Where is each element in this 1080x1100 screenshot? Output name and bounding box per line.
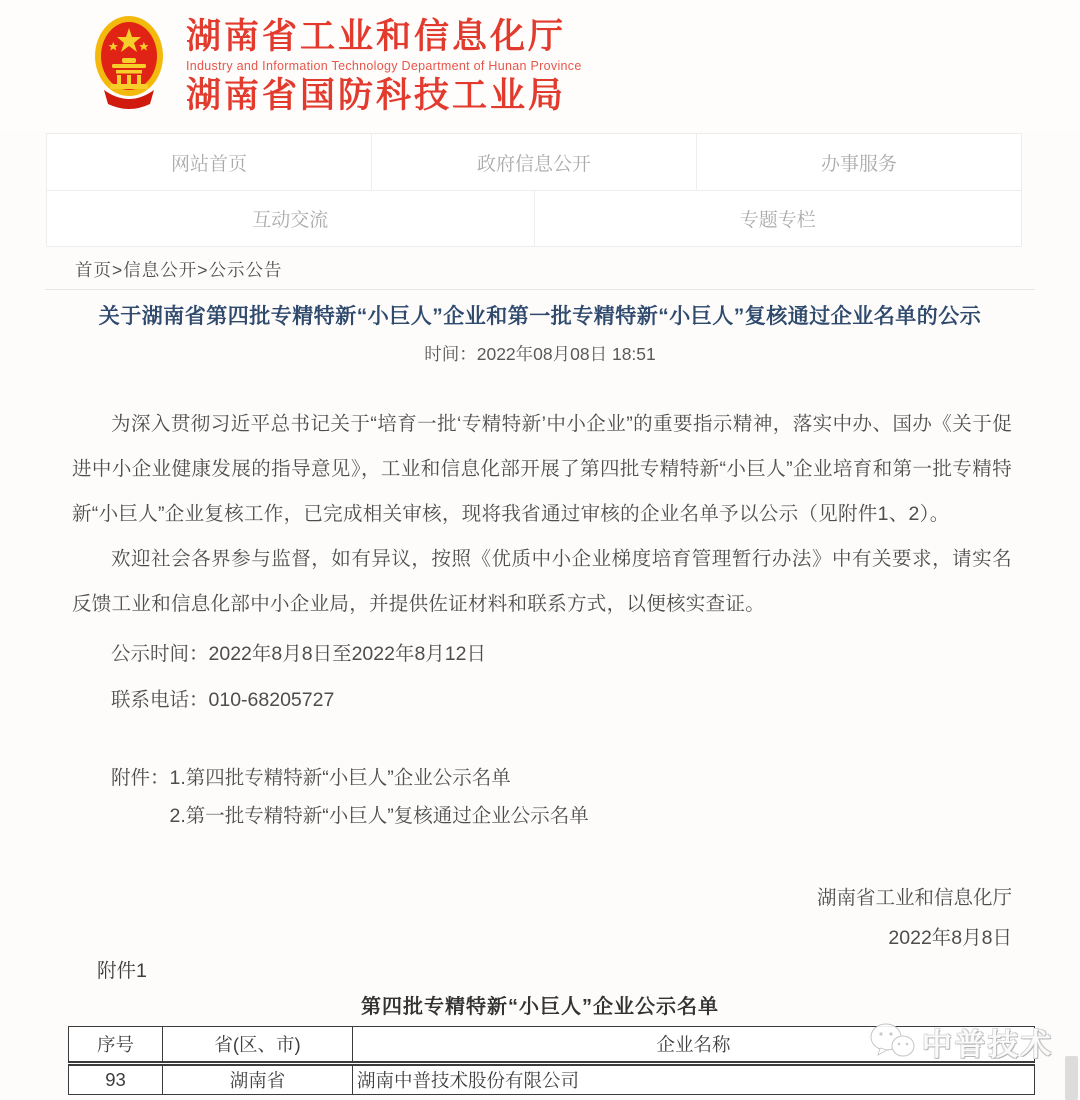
nav-item-services[interactable]: 办事服务: [696, 134, 1021, 190]
attachments-list: [170, 759, 589, 835]
signature-org: 湖南省工业和信息化厅: [816, 887, 1012, 909]
nav-item-special-topics[interactable]: 专题专栏: [534, 191, 1022, 246]
attachments-label: 附件：: [111, 767, 170, 789]
national-emblem-icon: [92, 12, 166, 112]
attachment-item-2: 2.第一批专精特新“小巨人”复核通过企业公示名单: [169, 805, 589, 827]
publicity-period: 公示时间：2022年8月8日至2022年8月12日: [111, 643, 486, 665]
nav-row-1: [47, 134, 1021, 190]
paragraph-1: 为深入贯彻习近平总书记关于“培育一批‘专精特新’中小企业”的重要指示精神，落实中办、国办《关于促进中小企业健康发展的指导意见》，工业和信息化部开展了第四批专精特新“小巨人”企业培育和第一批专精特新“小巨人”企业复核工作，已完成相关审核，现将我省通过审核的企业名单予以公示（见附件1、2）。: [72, 413, 1012, 525]
attachment1-label: 附件1: [97, 960, 147, 982]
table-row: [69, 1064, 1035, 1095]
cell-company: 湖南中普技术股份有限公司: [353, 1064, 1035, 1095]
article-body: [72, 402, 1012, 835]
attachments-block: [72, 759, 1012, 835]
cell-seq: 93: [69, 1064, 163, 1095]
site-header: [0, 0, 1080, 131]
company-list-table: [68, 1026, 1035, 1095]
cell-province: 湖南省: [163, 1064, 353, 1095]
main-nav: [46, 133, 1022, 247]
contact-phone: 联系电话：010-68205727: [111, 689, 335, 711]
nav-item-home[interactable]: 网站首页: [170, 153, 247, 175]
article-timestamp: 时间：2022年08月08日 18:51: [424, 344, 656, 364]
header-province: 省(区、市): [163, 1027, 353, 1064]
attachment1-table-title: 第四批专精特新“小巨人”企业公示名单: [361, 996, 719, 1018]
paragraph-2: 欢迎社会各界参与监督，如有异议，按照《优质中小企业梯度培育管理暂行办法》中有关要求，请实名反馈工业和信息化部中小企业局，并提供佐证材料和联系方式，以便核实查证。: [72, 548, 1012, 615]
org-name-english: Industry and Information Technology Department of Hunan Province: [186, 59, 582, 73]
watermark-text: 中普技术: [922, 1029, 1054, 1062]
org-name-line2: 湖南省国防科技工业局: [186, 76, 567, 115]
article-title: 关于湖南省第四批专精特新“小巨人”企业和第一批专精特新“小巨人”复核通过企业名单的公示: [98, 305, 982, 328]
header-seq: 序号: [69, 1027, 163, 1064]
breadcrumb[interactable]: 首页>信息公开>公示公告: [75, 260, 283, 280]
breadcrumb-divider: [45, 289, 1035, 290]
nav-row-2: [47, 190, 1021, 246]
scrollbar-thumb[interactable]: [1065, 1056, 1078, 1100]
org-name-line1: 湖南省工业和信息化厅: [186, 17, 567, 56]
nav-item-gov-info[interactable]: 政府信息公开: [371, 134, 696, 190]
org-titles: [186, 16, 582, 117]
signature-date: 2022年8月8日: [888, 927, 1012, 949]
nav-item-interaction[interactable]: 互动交流: [252, 210, 329, 231]
header-company: 企业名称: [353, 1027, 1035, 1064]
signature-block: [817, 878, 1012, 958]
attachment-item-1: 1.第四批专精特新“小巨人”企业公示名单: [169, 767, 511, 789]
table-header-row: [69, 1027, 1035, 1064]
